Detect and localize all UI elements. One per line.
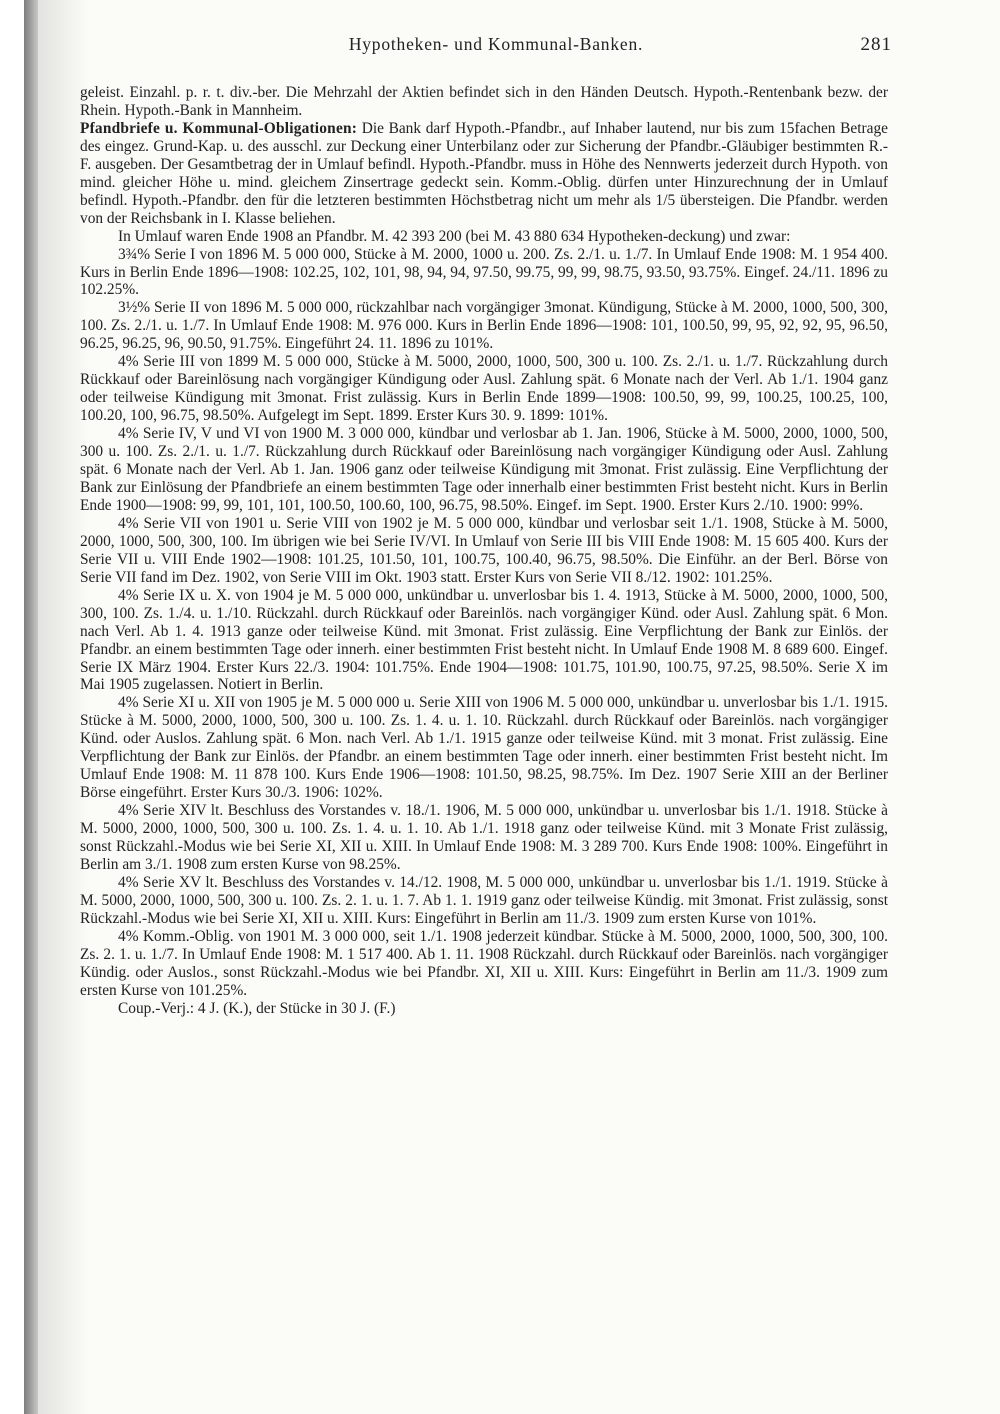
paragraph-text: Die Bank darf Hypoth.-Pfandbr., auf Inhaber lautend, nur bis zum 15fachen Betrage des eingez. Grund-Kap. u. des ausschl. zur Deckung einer Unterbilanz oder zur Sicherung der Pfandbr.-Gläubiger bestimmten R.-F. ausgeben. Der Gesamtbetrag der in Umlauf befindl. Hypoth.-Pfandbr. muss in Höhe des Nennwerts jederzeit durch Hypoth. von mind. gleicher Höhe u. mind. gleichem Zinsertrage gedeckt sein. Komm.-Oblig. dürfen unter Hinzurechnung der in Umlauf befindl. Hypoth.-Pfandbr. den für die letzteren bestimmten Höchstbetrag nicht um mehr als 1/5 übersteigen. Die Pfandbr. werden von der Reichsbank in I. Klasse beliehen. bbox=[80, 119, 889, 227]
coupon-limitation-line: Coup.-Verj.: 4 J. (K.), der Stücke in 30 J. (F.) bbox=[118, 999, 396, 1017]
paragraph-12 bbox=[80, 928, 888, 1000]
paragraph-text: 4% Serie XIV lt. Beschluss des Vorstandes v. 18./1. 1906, M. 5 000 000, unkündbar u. unverlosbar bis 1./1. 1918. Stücke à M. 5000, 2000, 1000, 500, 300 u. 100. Zs. 1. 4. u. 1. 10. Ab 1./1. 1918 ganz oder teilweise Künd. mit 3 Monate Frist zulässig, sonst Rückzahl.-Modus wie bei Serie XI, XII u. XIII. In Umlauf Ende 1908: M. 3 289 700. Kurs Ende 1908: 100%. Eingeführt in Berlin am 3./1. 1908 zum ersten Kurse von 98.25%. bbox=[80, 802, 888, 873]
body-text bbox=[80, 84, 888, 1018]
running-header bbox=[96, 34, 896, 60]
paragraph-text: 4% Serie XV lt. Beschluss des Vorstandes v. 14./12. 1908, M. 5 000 000, unkündbar u. unverlosbar bis 1./1. 1919. Stücke à M. 5000, 2000, 1000, 500, 300 u. 100. Zs. 2. 1. u. 1. 7. Ab 1. 1. 1919 ganz oder teilweise Kündig. mit 3monat. Frist zulässig, sonst Rückzahl.-Modus wie bei Serie XI, XII u. XIII. Kurs: Eingeführt in Berlin am 11./3. 1909 zum ersten Kurse von 101%. bbox=[80, 873, 888, 927]
paragraph-text: 4% Serie IV, V und VI von 1900 M. 3 000 000, kündbar und verlosbar ab 1. Jan. 1906, Stücke à M. 5000, 2000, 1000, 500, 300 u. 100. Zs. 2./1. u. 1./7. Rückzahlung durch Rückkauf oder Bareinlösung nach vorgängiger Kündigung oder Ausl. Zahlung spät. 6 Monate nach der Verl. Ab 1. Jan. 1906 ganz oder teilweise Kündigung mit 3monat. Frist zulässig. Eine Verpflichtung der Bank zur Einlösung der Pfandbriefe an einem bestimmten Tage oder innerhalb einer bestimmten Frist besteht nicht. Kurs in Berlin Ende 1900—1908: 99, 99, 101, 101, 100.50, 100.60, 100, 96.75, 98.50%. Eingef. im Sept. 1900. Erster Kurs 2./10. 1900: 99%. bbox=[80, 425, 888, 514]
paragraph-9 bbox=[80, 694, 888, 802]
paragraph-text: 3¾% Serie I von 1896 M. 5 000 000, Stücke à M. 2000, 1000 u. 200. Zs. 2./1. u. 1./7. In Umlauf Ende 1908: M. 1 954 400. Kurs in Berlin Ende 1896—1908: 102.25, 102, 101, 98, 94, 94, 97.50, 99.75, 99, 99, 98.75, 93.50, 93.75%. Eingef. 24./11. 1896 zu 102.25%. bbox=[80, 245, 888, 299]
paragraph-text: 4% Serie VII von 1901 u. Serie VIII von 1902 je M. 5 000 000, kündbar und verlosbar seit 1./1. 1908, Stücke à M. 5000, 2000, 1000, 500, 300, 100. Im übrigen wie bei Serie IV/VI. In Umlauf von Serie III bis VIII Ende 1908: M. 15 605 400. Kurs der Serie VII u. VIII Ende 1902—1908: 101.25, 101.50, 101, 100.75, 100.40, 96.75, 98.50%. Die Einführ. an der Berl. Börse von Serie VII fand im Dez. 1902, von Serie VIII im Okt. 1903 statt. Erster Kurs von Serie VII 8./12. 1902: 101.25%. bbox=[80, 514, 888, 586]
paragraph-1 bbox=[80, 120, 888, 228]
page-margin bbox=[0, 0, 24, 1414]
paragraph-text: 4% Komm.-Oblig. von 1901 M. 3 000 000, seit 1./1. 1908 jederzeit kündbar. Stücke à M. 5000, 2000, 1000, 500, 300, 100. Zs. 2. 1. u. 1./7. In Umlauf Ende 1908: M. 1 517 400. Ab 1. 11. 1908 Rückzahl. durch Rückkauf oder Bareinlös. nach vorgängiger Kündig. oder Auslos., sonst Rückzahl.-Modus wie bei Pfandbr. XI, XII u. XIII. Kurs: Eingeführt in Berlin am 11./3. 1909 zum ersten Kurse von 101.25%. bbox=[80, 927, 888, 999]
paragraph-text: geleist. Einzahl. p. r. t. div.-ber. Die Mehrzahl der Aktien befindet sich in den Händen Deutsch. Hypoth.-Rentenbank bezw. der Rhein. Hypoth.-Bank in Mannheim. bbox=[80, 84, 888, 119]
paragraph-11 bbox=[80, 874, 888, 928]
paragraph-text: 4% Serie IX u. X. von 1904 je M. 5 000 000, unkündbar u. unverlosbar bis 1. 4. 1913, Stücke à M. 5000, 2000, 1000, 500, 300, 100. Zs. 1./4. u. 1./10. Rückzahl. durch Rückkauf oder Bareinlös. nach vorgängiger Künd. oder Ausl. Zahlung spät. 6 Mon. nach Verl. Ab 1. 4. 1913 ganze oder teilweise Künd. mit 3monat. Frist zulässig. Eine Verpflichtung der Bank zur Einlös. der Pfandbr. an einem bestimmten Tage oder innerh. einer bestimmten Frist besteht nicht. In Umlauf Ende 1908 M. 8 689 600. Eingef. Serie IX März 1904. Erster Kurs 22./3. 1904: 101.75%. Ende 1904—1908: 101.75, 101.90, 100.75, 97.25, 98.50%. Serie X im Mai 1905 zugelassen. Notiert in Berlin. bbox=[80, 586, 888, 694]
page-number: 281 bbox=[860, 34, 892, 55]
paragraph-6 bbox=[80, 425, 888, 515]
paragraph-7 bbox=[80, 515, 888, 587]
paragraph-text: 4% Serie XI u. XII von 1905 je M. 5 000 000 u. Serie XIII von 1906 M. 5 000 000, unkündbar u. unverlosbar bis 1./1. 1915. Stücke à M. 5000, 2000, 1000, 500, 300 u. 100. Zs. 1. 4. u. 1. 10. Rückzahl. durch Rückkauf oder Bareinlös. nach vorgängiger Künd. oder Auslos. Zahlung spät. 6 Mon. nach Verl. Ab 1./1. 1915 ganze oder teilweise Künd. mit 3 monat. Frist zulässig. Eine Verpflichtung der Bank zur Einlös. der Pfandbr. an einem bestimmten Tage oder innerh. einer bestimmten Frist besteht nicht. Im Umlauf Ende 1908: M. 11 878 100. Kurs Ende 1906—1908: 101.50, 98.25, 98.75%. Im Dez. 1907 Serie XIII an der Berliner Börse eingeführt. Erster Kurs 30./3. 1906: 102%. bbox=[80, 694, 888, 802]
paragraph-10 bbox=[80, 802, 888, 874]
paragraph-2 bbox=[80, 228, 888, 246]
paragraph-5 bbox=[80, 353, 888, 425]
paragraph-0 bbox=[80, 84, 888, 120]
paragraph-8 bbox=[80, 587, 888, 695]
section-heading: Pfandbriefe u. Kommunal-Obligationen: bbox=[80, 119, 358, 137]
paragraph-text: 4% Serie III von 1899 M. 5 000 000, Stücke à M. 5000, 2000, 1000, 500, 300 u. 100. Zs. 2./1. u. 1./7. Rückzahlung durch Rückkauf oder Bareinlösung nach vorgängiger Kündigung oder Ausl. Zahlung spät. 6 Monate nach der Verl. Ab 1./1. 1904 ganz oder teilweise Kündigung mit 3monat. Frist zulässig. Kurs in Berlin Ende 1899—1908: 100.50, 99, 99, 100.25, 100.25, 100, 100.20, 100, 96.75, 98.50%. Aufgelegt im Sept. 1899. Erster Kurs 30. 9. 1899: 101%. bbox=[80, 353, 888, 425]
paragraph-4 bbox=[80, 299, 888, 353]
paragraph-3 bbox=[80, 246, 888, 300]
paragraph-text: 3½% Serie II von 1896 M. 5 000 000, rückzahlbar nach vorgängiger 3monat. Kündigung, Stücke à M. 2000, 1000, 500, 300, 100. Zs. 2./1. u. 1./7. In Umlauf Ende 1908: M. 976 000. Kurs in Berlin Ende 1896—1908: 101, 100.50, 99, 95, 92, 92, 95, 96.50, 96.25, 96.25, 96, 90.50, 91.75%. Eingeführt 24. 11. 1896 zu 101%. bbox=[80, 299, 888, 353]
paragraph-text: In Umlauf waren Ende 1908 an Pfandbr. M. 42 393 200 (bei M. 43 880 634 Hypotheken-deckung) und zwar: bbox=[118, 227, 791, 245]
binding-shadow bbox=[24, 0, 38, 1414]
running-title: Hypotheken- und Kommunal-Banken. bbox=[348, 34, 644, 54]
